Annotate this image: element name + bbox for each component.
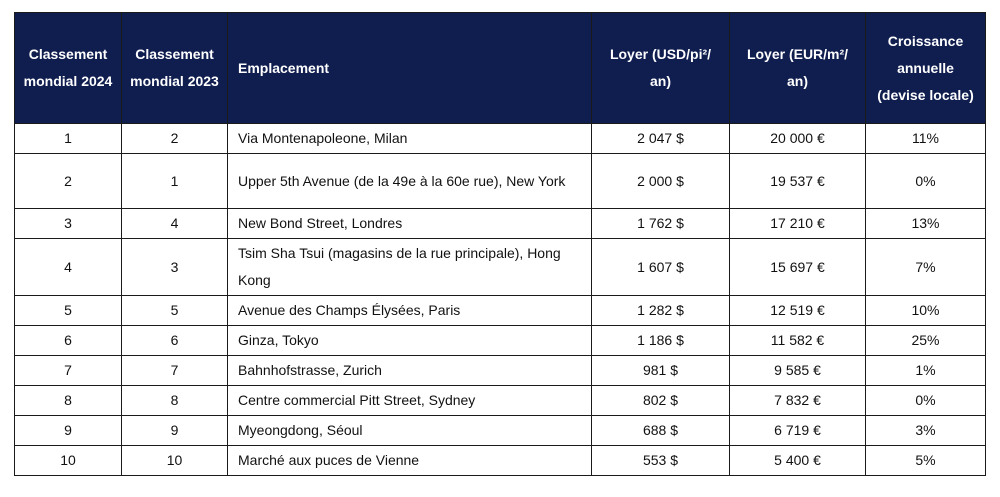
table-row xyxy=(15,239,986,296)
cell-rent-usd: 1 282 $ xyxy=(592,296,730,326)
cell-rent-eur: 15 697 € xyxy=(730,239,866,296)
cell-growth: 13% xyxy=(866,209,986,239)
cell-growth: 10% xyxy=(866,296,986,326)
cell-growth: 3% xyxy=(866,416,986,446)
cell-rent-eur: 20 000 € xyxy=(730,124,866,154)
cell-rank-2024: 8 xyxy=(15,386,122,416)
cell-rank-2024: 5 xyxy=(15,296,122,326)
header-rank-2023: Classement mondial 2023 xyxy=(122,13,228,124)
table-row xyxy=(15,416,986,446)
header-growth: Croissance annuelle (devise locale) xyxy=(866,13,986,124)
cell-rank-2023: 2 xyxy=(122,124,228,154)
cell-rent-usd: 1 762 $ xyxy=(592,209,730,239)
cell-location: Marché aux puces de Vienne xyxy=(228,446,592,476)
cell-location: Myeongdong, Séoul xyxy=(228,416,592,446)
cell-rent-usd: 1 186 $ xyxy=(592,326,730,356)
cell-rank-2024: 9 xyxy=(15,416,122,446)
cell-growth: 7% xyxy=(866,239,986,296)
header-rent-eur: Loyer (EUR/m²/ an) xyxy=(730,13,866,124)
cell-rank-2023: 6 xyxy=(122,326,228,356)
cell-rank-2024: 2 xyxy=(15,154,122,209)
cell-location: Upper 5th Avenue (de la 49e à la 60e rue), New York xyxy=(228,154,592,209)
table-row xyxy=(15,209,986,239)
cell-rank-2023: 5 xyxy=(122,296,228,326)
cell-rank-2023: 3 xyxy=(122,239,228,296)
cell-rent-eur: 5 400 € xyxy=(730,446,866,476)
cell-rank-2023: 10 xyxy=(122,446,228,476)
cell-growth: 5% xyxy=(866,446,986,476)
cell-rent-usd: 2 047 $ xyxy=(592,124,730,154)
cell-rank-2024: 3 xyxy=(15,209,122,239)
cell-rent-eur: 12 519 € xyxy=(730,296,866,326)
table-row xyxy=(15,356,986,386)
table-row xyxy=(15,326,986,356)
table-row xyxy=(15,446,986,476)
header-rank-2024: Classement mondial 2024 xyxy=(15,13,122,124)
table-header-row xyxy=(15,13,986,124)
cell-growth: 0% xyxy=(866,154,986,209)
cell-rank-2024: 4 xyxy=(15,239,122,296)
cell-rent-usd: 553 $ xyxy=(592,446,730,476)
cell-location: Centre commercial Pitt Street, Sydney xyxy=(228,386,592,416)
cell-rank-2024: 1 xyxy=(15,124,122,154)
cell-location: Avenue des Champs Élysées, Paris xyxy=(228,296,592,326)
cell-growth: 11% xyxy=(866,124,986,154)
table-row xyxy=(15,124,986,154)
cell-rent-usd: 2 000 $ xyxy=(592,154,730,209)
cell-rent-usd: 688 $ xyxy=(592,416,730,446)
cell-rank-2023: 9 xyxy=(122,416,228,446)
cell-growth: 1% xyxy=(866,356,986,386)
cell-rent-eur: 19 537 € xyxy=(730,154,866,209)
cell-rank-2024: 6 xyxy=(15,326,122,356)
cell-rent-usd: 802 $ xyxy=(592,386,730,416)
cell-rent-usd: 1 607 $ xyxy=(592,239,730,296)
cell-rank-2023: 4 xyxy=(122,209,228,239)
table-row xyxy=(15,154,986,209)
cell-rank-2024: 7 xyxy=(15,356,122,386)
cell-rent-eur: 11 582 € xyxy=(730,326,866,356)
table-row xyxy=(15,386,986,416)
cell-location: Tsim Sha Tsui (magasins de la rue principale), Hong Kong xyxy=(228,239,592,296)
cell-growth: 0% xyxy=(866,386,986,416)
cell-rent-eur: 17 210 € xyxy=(730,209,866,239)
cell-location: Ginza, Tokyo xyxy=(228,326,592,356)
cell-location: Bahnhofstrasse, Zurich xyxy=(228,356,592,386)
cell-rank-2023: 7 xyxy=(122,356,228,386)
rent-ranking-table xyxy=(14,12,986,476)
cell-growth: 25% xyxy=(866,326,986,356)
table-row xyxy=(15,296,986,326)
cell-rent-eur: 6 719 € xyxy=(730,416,866,446)
cell-rank-2023: 8 xyxy=(122,386,228,416)
cell-location: New Bond Street, Londres xyxy=(228,209,592,239)
cell-rank-2023: 1 xyxy=(122,154,228,209)
cell-rank-2024: 10 xyxy=(15,446,122,476)
rent-ranking-table-container xyxy=(14,12,985,476)
cell-location: Via Montenapoleone, Milan xyxy=(228,124,592,154)
header-location: Emplacement xyxy=(228,13,592,124)
header-rent-usd: Loyer (USD/pi²/ an) xyxy=(592,13,730,124)
cell-rent-eur: 7 832 € xyxy=(730,386,866,416)
cell-rent-usd: 981 $ xyxy=(592,356,730,386)
cell-rent-eur: 9 585 € xyxy=(730,356,866,386)
